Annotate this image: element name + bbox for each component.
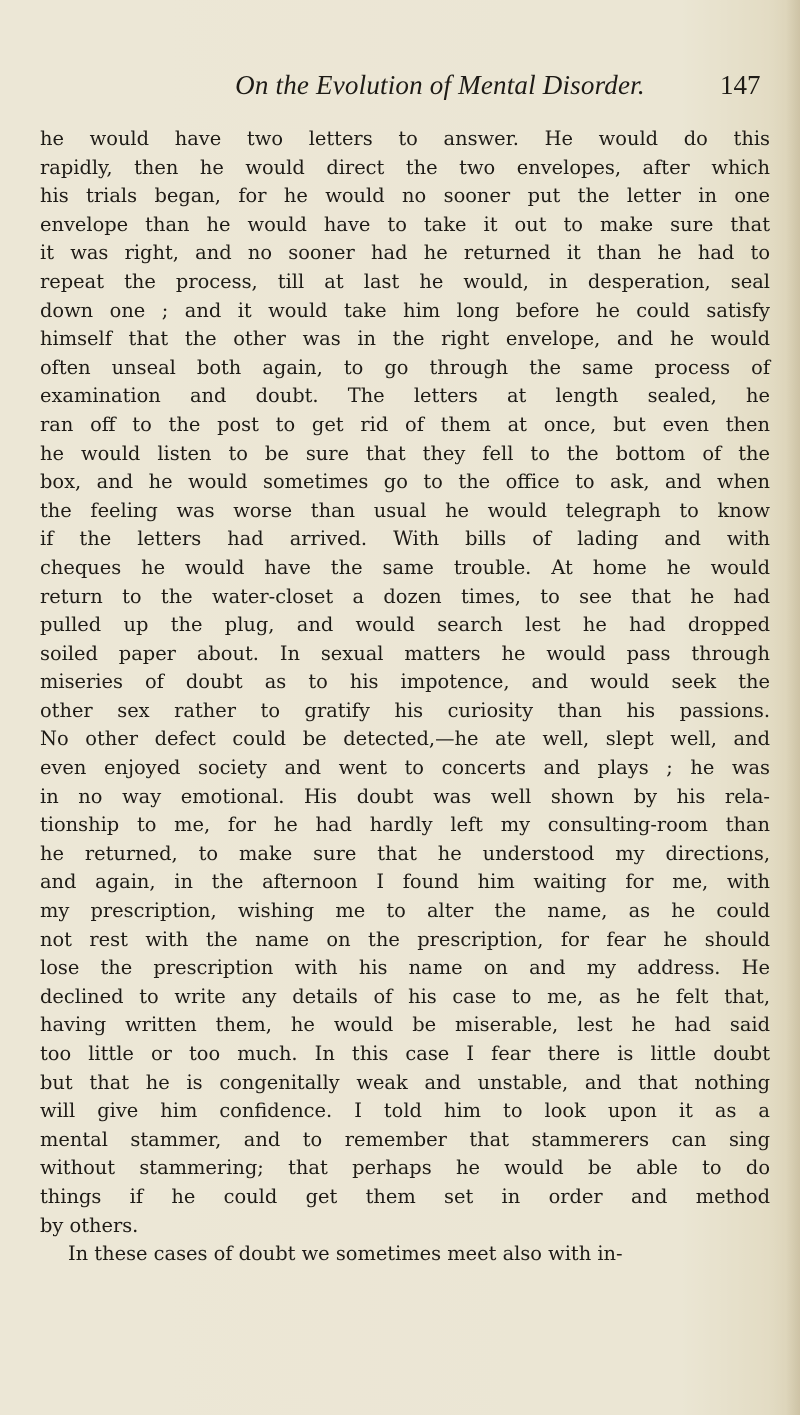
page-edge-shadow <box>786 0 800 1415</box>
text-line: things if he could get them set in order and method <box>40 1184 770 1208</box>
text-line: miseries of doubt as to his impotence, and would seek the <box>40 670 770 694</box>
text-line: and again, in the afternoon I found him waiting for me, with <box>40 870 770 894</box>
text-line: often unseal both again, to go through the same process of <box>40 355 770 379</box>
text-line: down one ; and it would take him long before he could satisfy <box>40 298 770 322</box>
text-line: will give him confidence. I told him to look upon it as a <box>40 1099 770 1123</box>
text-line: soiled paper about. In sexual matters he would pass through <box>40 641 770 665</box>
text-line: if the letters had arrived. With bills of lading and with <box>40 527 770 551</box>
text-line: but that he is congenitally weak and unstable, and that nothing <box>40 1070 770 1094</box>
text-line: No other defect could be detected,—he ate well, slept well, and <box>40 727 770 751</box>
text-line: pulled up the plug, and would search lest he had dropped <box>40 613 770 637</box>
page-header <box>0 70 800 106</box>
text-line: envelope than he would have to take it out to make sure that <box>40 212 770 236</box>
text-line: other sex rather to gratify his curiosity than his passions. <box>40 698 770 722</box>
text-line: the feeling was worse than usual he would telegraph to know <box>40 498 770 522</box>
text-line: ran off to the post to get rid of them at once, but even then <box>40 412 770 436</box>
text-line: examination and doubt. The letters at length sealed, he <box>40 384 770 408</box>
text-line: having written them, he would be miserable, lest he had said <box>40 1013 770 1037</box>
text-line: himself that the other was in the right envelope, and he would <box>40 327 770 351</box>
text-line: his trials began, for he would no sooner put the letter in one <box>40 184 770 208</box>
text-line: too little or too much. In this case I fear there is little doubt <box>40 1042 770 1065</box>
text-line: even enjoyed society and went to concerts and plays ; he was <box>40 756 770 780</box>
text-line: lose the prescription with his name on and my address. He <box>40 956 770 980</box>
text-line: not rest with the name on the prescription, for fear he should <box>40 927 770 951</box>
text-line: by others. <box>40 1213 139 1237</box>
text-line: return to the water-closet a dozen times, to see that he had <box>40 584 770 608</box>
text-line: repeat the process, till at last he would, in desperation, seal <box>40 269 770 293</box>
text-line: he would have two letters to answer. He would do this <box>40 127 770 150</box>
text-line: In these cases of doubt we sometimes meet also with in- <box>68 1242 623 1266</box>
text-line: he would listen to be sure that they fell to the bottom of the <box>40 441 770 465</box>
text-line: in no way emotional. His doubt was well shown by his rela- <box>40 784 770 808</box>
text-line: without stammering; that perhaps he would be able to do <box>40 1156 770 1180</box>
text-line: tionship to me, for he had hardly left my consulting-room than <box>40 813 770 837</box>
text-line: mental stammer, and to remember that stammerers can sing <box>40 1127 770 1151</box>
text-line: my prescription, wishing me to alter the name, as he could <box>40 899 770 923</box>
text-line: cheques he would have the same trouble. At home he would <box>40 555 770 579</box>
text-line: it was right, and no sooner had he returned it than he had to <box>40 241 770 265</box>
text-line: rapidly, then he would direct the two envelopes, after which <box>40 155 770 179</box>
page-number: 147 <box>720 70 761 100</box>
body-text <box>40 125 770 1269</box>
text-line: he returned, to make sure that he understood my directions, <box>40 841 770 865</box>
running-title: On the Evolution of Mental Disorder. <box>235 70 645 100</box>
text-line: box, and he would sometimes go to the office to ask, and when <box>40 470 770 494</box>
text-line: declined to write any details of his case to me, as he felt that, <box>40 984 770 1008</box>
